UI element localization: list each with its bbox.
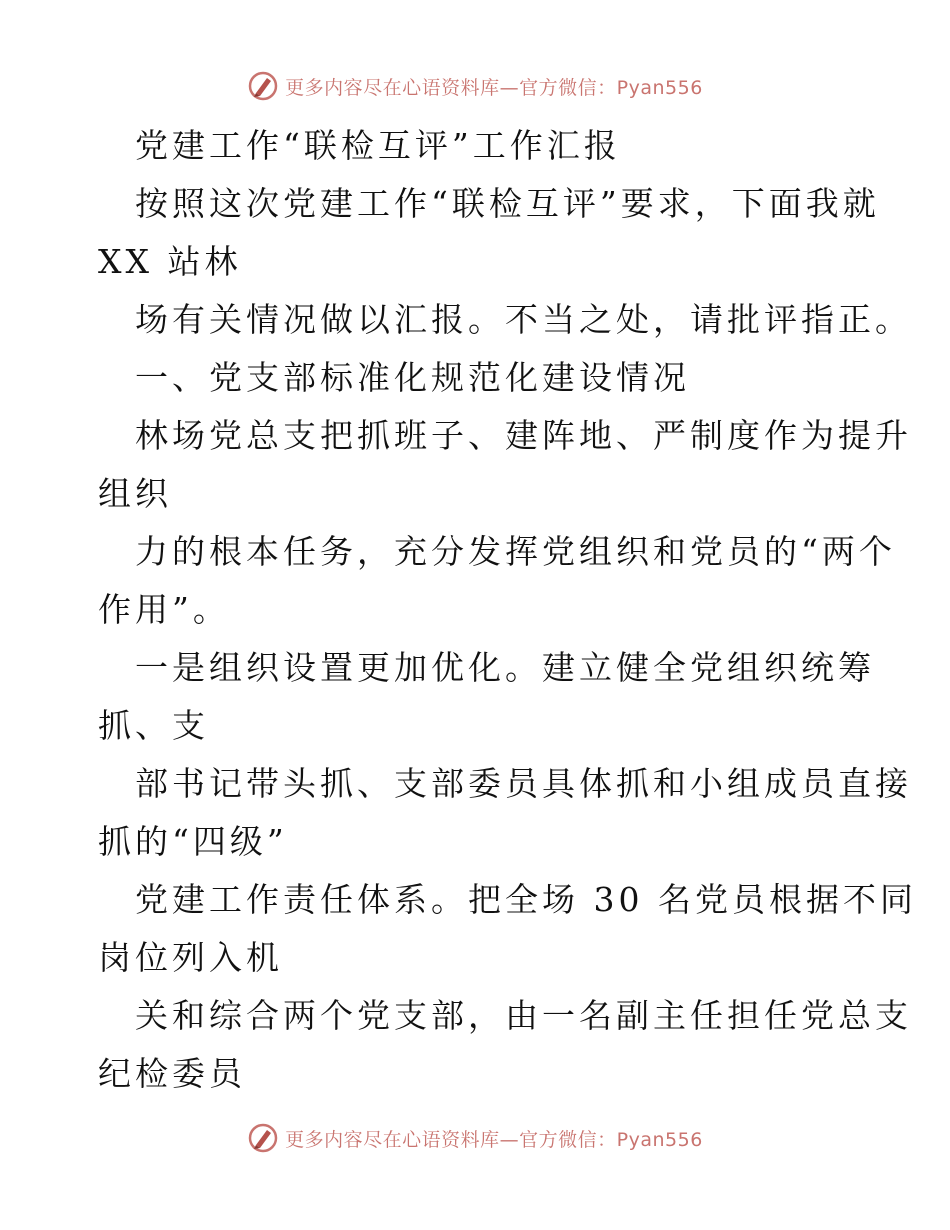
paragraph-line: 部书记带头抓、支部委员具体抓和小组成员直接 xyxy=(135,764,912,803)
watermark-header xyxy=(0,70,950,102)
pen-logo-icon xyxy=(247,70,279,102)
paragraph-line: 力的根本任务，充分发挥党组织和党员的“两个 xyxy=(135,532,896,571)
paragraph-line: 纪检委员 xyxy=(98,1054,246,1093)
paragraph-line: 抓的“四级” xyxy=(98,822,288,861)
paragraph-line: 场有关情况做以汇报。不当之处，请批评指正。 xyxy=(135,300,912,339)
paragraph-line: 抓、支 xyxy=(98,706,209,745)
paragraph-line: 岗位列入机 xyxy=(98,938,283,977)
watermark-text: 更多内容尽在心语资料库—官方微信：Pyan556 xyxy=(285,1128,703,1151)
watermark-footer xyxy=(0,1122,950,1154)
document-title: 党建工作“联检互评”工作汇报 xyxy=(135,126,621,165)
pen-logo-icon xyxy=(247,1122,279,1154)
paragraph-line: 关和综合两个党支部，由一名副主任担任党总支 xyxy=(135,996,912,1035)
paragraph-line: XX 站林 xyxy=(98,242,242,281)
paragraph-line: 一是组织设置更加优化。建立健全党组织统筹 xyxy=(135,648,875,687)
paragraph-line: 组织 xyxy=(98,474,172,513)
paragraph-line: 作用”。 xyxy=(98,590,230,629)
paragraph-line: 按照这次党建工作“联检互评”要求，下面我就 xyxy=(135,184,880,223)
watermark-text: 更多内容尽在心语资料库—官方微信：Pyan556 xyxy=(285,76,703,99)
section-heading: 一、党支部标准化规范化建设情况 xyxy=(135,358,690,397)
paragraph-line: 党建工作责任体系。把全场 30 名党员根据不同 xyxy=(135,880,917,919)
paragraph-line: 林场党总支把抓班子、建阵地、严制度作为提升 xyxy=(135,416,912,455)
